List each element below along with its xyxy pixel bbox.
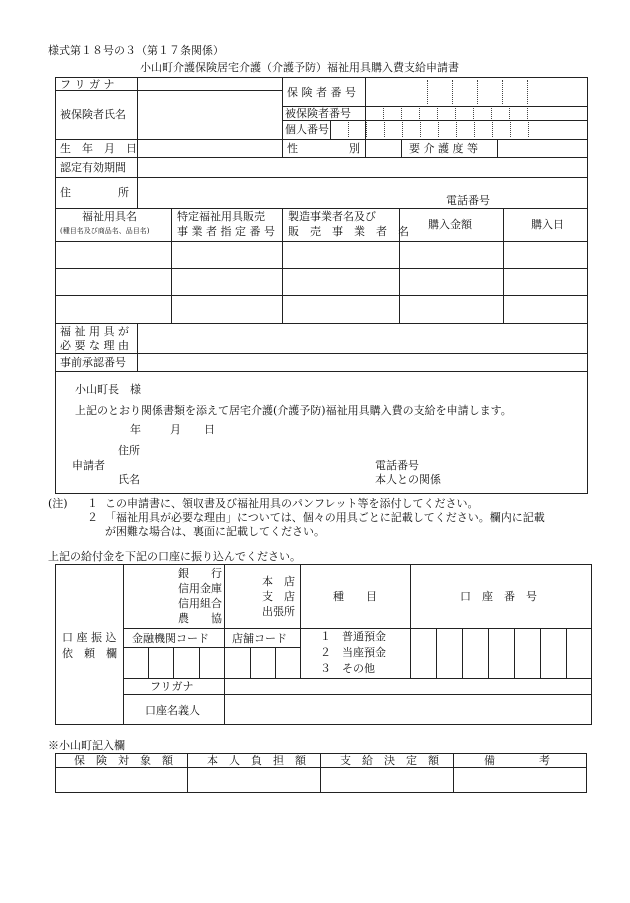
account-holder-label: 口座名義人 xyxy=(145,704,200,717)
care-level-label: 要 介 護 度 等 xyxy=(409,142,478,155)
branch-type-office: 出張所 xyxy=(262,605,295,618)
birth-date-label: 生 年 月 日 xyxy=(60,142,137,155)
maker-seller-header-1: 製造事業者名及び xyxy=(288,210,376,223)
transfer-label-2: 依 頼 欄 xyxy=(62,647,117,660)
cert-period-label: 認定有効期間 xyxy=(60,161,126,174)
transfer-label-1: 口 座 振 込 xyxy=(62,631,117,644)
insured-number-label: 被保険者番号 xyxy=(285,107,351,120)
bank-code-label: 金融機関コード xyxy=(132,632,209,645)
bank-type-kumiai: 信用組合 xyxy=(178,597,222,610)
provider-number-header-2: 事 業 者 指 定 番 号 xyxy=(177,225,275,238)
purchase-date-header: 購入日 xyxy=(531,218,564,231)
account-type-header: 種 目 xyxy=(333,590,377,603)
date-year: 年 xyxy=(130,423,141,436)
account-type-ordinary: １ 普通預金 xyxy=(320,630,386,643)
sex-label: 性 xyxy=(287,142,298,155)
note-1-number: １ xyxy=(87,497,98,510)
application-statement: 上記のとおり関係書類を添えて居宅介護(介護予防)福祉用具購入費の支給を申請します。 xyxy=(75,404,512,417)
form-number: 様式第１８号の３（第１７条関係） xyxy=(48,44,224,57)
bank-intro: 上記の給付金を下記の口座に振り込んでください。 xyxy=(48,550,301,563)
relation-label: 本人との関係 xyxy=(375,473,441,486)
personal-number-label: 個人番号 xyxy=(285,123,329,136)
maker-seller-header-2: 販 売 事 業 者 名 xyxy=(288,225,409,238)
bank-type-shinkin: 信用金庫 xyxy=(178,582,222,595)
insured-amount-header: 保 険 対 象 額 xyxy=(74,754,173,767)
note-2-line-2: が困難な場合は、裏面に記載してください。 xyxy=(105,525,325,538)
provider-number-header-1: 特定福祉用具販売 xyxy=(177,210,265,223)
branch-type-branch: 支 店 xyxy=(262,590,295,603)
bank-type-nokyo: 農 協 xyxy=(178,612,222,625)
bank-type-bank: 銀 行 xyxy=(178,567,222,580)
payment-decision-header: 支 給 決 定 額 xyxy=(340,754,439,767)
town-use-label: ※小山町記入欄 xyxy=(48,739,125,752)
insurer-number-label: 保 険 者 番 号 xyxy=(287,86,356,99)
remarks-header: 備 考 xyxy=(484,754,550,767)
item-name-subheader: (種目名及び商品名、品目名) xyxy=(60,227,150,235)
reason-label-2: 必 要 な 理 由 xyxy=(60,339,129,352)
applicant-address-label: 住所 xyxy=(118,444,140,457)
prior-approval-label: 事前承認番号 xyxy=(60,356,126,369)
sex-label-2: 別 xyxy=(349,142,360,155)
account-type-other: ３ その他 xyxy=(320,662,375,675)
account-type-current: ２ 当座預金 xyxy=(320,646,386,659)
note-2-number: ２ xyxy=(87,511,98,524)
address-label: 住 xyxy=(60,186,71,199)
notes-label: (注) xyxy=(48,497,68,510)
date-day: 日 xyxy=(204,423,215,436)
phone-label: 電話番号 xyxy=(446,194,490,207)
item-name-header: 福祉用具名 xyxy=(82,210,137,223)
note-1: この申請書に、領収書及び福祉用具のパンフレット等を添付してください。 xyxy=(105,497,479,510)
reason-label-1: 福 祉 用 具 が xyxy=(60,325,129,338)
date-month: 月 xyxy=(170,423,181,436)
applicant-label: 申請者 xyxy=(72,459,105,472)
addressee: 小山町長 様 xyxy=(75,383,141,396)
purchase-amount-header: 購入金額 xyxy=(428,218,472,231)
branch-type-head: 本 店 xyxy=(262,575,295,588)
self-pay-header: 本 人 負 担 額 xyxy=(207,754,306,767)
note-2-line-1: 「福祉用具が必要な理由」については、個々の用具ごとに記載してください。欄内に記載 xyxy=(105,511,545,524)
form-title: 小山町介護保険居宅介護（介護予防）福祉用具購入費支給申請書 xyxy=(140,61,459,74)
address-label-2: 所 xyxy=(118,186,129,199)
insured-name-label: 被保険者氏名 xyxy=(60,108,126,121)
applicant-name-label: 氏名 xyxy=(118,473,140,486)
applicant-phone-label: 電話番号 xyxy=(375,459,419,472)
holder-furigana-label: フリガナ xyxy=(150,680,194,693)
furigana-label: フ リ ガ ナ xyxy=(60,78,115,91)
branch-code-label: 店舗コード xyxy=(232,632,287,645)
account-number-header: 口 座 番 号 xyxy=(460,590,537,603)
